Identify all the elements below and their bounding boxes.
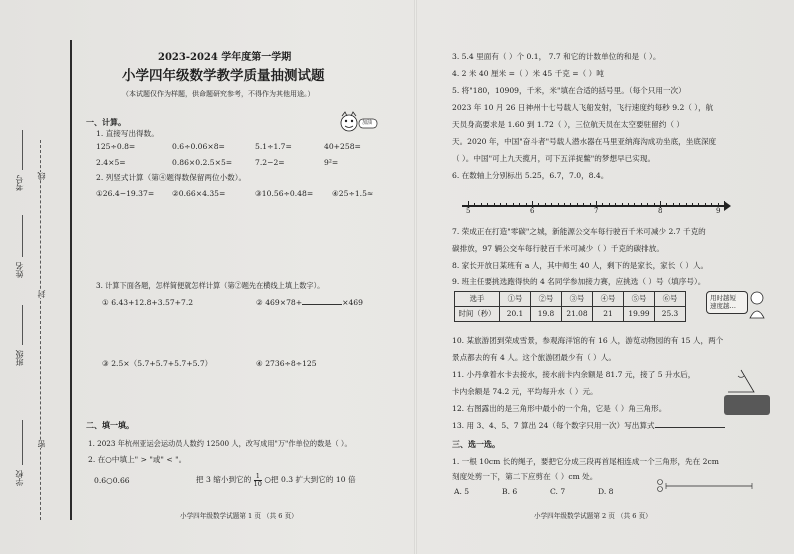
fill-q5-line-4: 天。2020 年，中国"奋斗者"号载人潜水器在马里亚纳海沟成功坐底，坐底深度 xyxy=(452,137,717,146)
number-line-tick xyxy=(615,203,616,207)
number-line-tick xyxy=(481,203,482,207)
number-line-tick xyxy=(622,203,623,207)
number-line-tick xyxy=(545,203,546,207)
number-line-tick xyxy=(500,203,501,207)
number-line-tick xyxy=(583,203,584,207)
fraction-one-tenth xyxy=(254,473,262,487)
fill-q10-line-2: 景点都去的有 4 人。这个旅游团最少有（ ）人。 xyxy=(452,353,616,362)
exam-number-label: 考号 xyxy=(15,175,24,191)
seal-char-xian: 线 xyxy=(37,172,46,180)
number-line-tick xyxy=(634,203,635,207)
axis-label-7: 7 xyxy=(594,207,599,215)
table-cell: 19.8 xyxy=(531,307,562,322)
table-row xyxy=(455,292,686,307)
table-cell: 20.1 xyxy=(500,307,531,322)
fill-q11-line-2: 卡内余额是 74.2 元，平均每升水（ ）元。 xyxy=(452,387,598,396)
table-cell: ⑤号 xyxy=(624,292,655,307)
number-line-tick xyxy=(558,203,559,207)
fill-q8: 8. 家长开放日某班有 a 人，其中师生 40 人，剩下的是家长，家长（ ）人。 xyxy=(452,261,709,270)
number-line-tick xyxy=(551,203,552,207)
cartoon-badge xyxy=(339,108,381,134)
number-line-tick xyxy=(487,203,488,207)
choice-q1: 1. 一根 10cm 长的绳子，要把它分成三段再首尾相连成一个三角形，先在 2cm xyxy=(452,457,719,466)
number-line-tick xyxy=(564,203,565,207)
number-line-tick xyxy=(724,201,725,208)
axis-label-6: 6 xyxy=(530,207,535,215)
page-title: 小学四年级数学教学质量抽测试题 xyxy=(122,68,325,84)
option-a[interactable]: A. 5 xyxy=(454,487,470,496)
page-2-footer: 小学四年级数学试题第 2 页 （共 6 页） xyxy=(534,512,652,520)
simplify-calc-1: ① 6.43+12.8+3.57+7.2 xyxy=(102,298,194,307)
number-line-tick xyxy=(679,203,680,207)
fill-q5-line-2: 2023 年 10 月 26 日神州十七号载人飞船发射，飞行速度约每秒 9.2（ ），航 xyxy=(452,103,714,112)
oral-calc-3: 5.1÷1.7= xyxy=(255,142,292,151)
ruler-scissors-icon xyxy=(656,476,756,492)
choice-q1-line-2: 刻度处剪一下，第二下应剪在（ ）cm 处。 xyxy=(452,472,598,481)
fill-q7-line-2: 碳排放，97 辆公交车每行驶百千米可减少（ ）千克的碳排放。 xyxy=(452,244,664,253)
cartoon-icon xyxy=(339,108,381,134)
number-line-tick xyxy=(686,203,687,207)
margin-rule xyxy=(70,40,72,520)
number-line-tick xyxy=(602,203,603,207)
number-line-tick xyxy=(538,203,539,207)
table-cell: ④号 xyxy=(593,292,624,307)
thinking-child-icon xyxy=(746,290,768,320)
axis-label-8: 8 xyxy=(658,207,663,215)
fraction-numerator: 1 xyxy=(254,473,262,481)
table-cell: 25.3 xyxy=(655,307,686,322)
number-line-tick xyxy=(628,203,629,207)
table-cell: 选手 xyxy=(455,292,500,307)
number-line-tick xyxy=(673,203,674,207)
option-b[interactable]: B. 6 xyxy=(502,487,518,496)
number-line-tick xyxy=(474,203,475,207)
section-3-heading: 三、选一选。 xyxy=(452,439,500,449)
number-line-tick xyxy=(647,203,648,207)
q1-prompt: 1. 直接写出得数。 xyxy=(96,129,159,138)
name-label: 姓名 xyxy=(15,262,24,278)
fill-q7: 7. 荣成正在打造"零碳"之城，新能源公交车每行驶百千米可减少 2.7 千克的 xyxy=(452,227,706,236)
compare-2 xyxy=(196,473,356,487)
number-line-tick xyxy=(506,203,507,207)
table-row xyxy=(455,307,686,322)
page-1-footer: 小学四年级数学试题第 1 页 （共 6 页） xyxy=(180,512,298,520)
class-field[interactable] xyxy=(22,305,23,345)
school-label: 学校 xyxy=(15,470,24,486)
table-cell: ②号 xyxy=(531,292,562,307)
compare-2-left: 把 3 缩小到它的 xyxy=(196,475,252,484)
fraction-denominator: 10 xyxy=(253,479,262,488)
school-field[interactable] xyxy=(22,420,23,465)
table-cell: 时间（秒） xyxy=(455,307,500,322)
hint-bubble: 用时越短 速度越… xyxy=(706,291,748,314)
binding-margin xyxy=(0,0,62,554)
number-line-tick xyxy=(526,203,527,207)
simplify-calc-2-left: ② 469×78+ xyxy=(256,298,303,307)
seal-char-mi: 密 xyxy=(37,440,46,448)
fill-q9: 9. 班主任要挑选跑得快的 4 名同学参加接力赛，应挑选（ ）号（填序号）。 xyxy=(452,277,706,286)
class-label: 班级 xyxy=(15,350,24,366)
vertical-calc-1: ①26.4−19.37= xyxy=(96,189,155,198)
axis-label-5: 5 xyxy=(466,207,471,215)
exam-number-field[interactable] xyxy=(22,130,23,170)
race-time-table xyxy=(454,291,686,322)
number-line-tick xyxy=(705,203,706,207)
simplify-calc-2 xyxy=(256,299,363,307)
option-d[interactable]: D. 8 xyxy=(598,487,614,496)
seal-dashed-line xyxy=(40,140,41,520)
fill-q5: 5. 将"180，10909，千米，米"填在合适的括号里。（每个只用一次） xyxy=(452,86,686,95)
oral-calc-1: 125÷0.8= xyxy=(96,142,136,151)
vertical-calc-4: ④25÷1.5≈ xyxy=(332,189,374,198)
title-year: 2023-2024 学年度第一学期 xyxy=(158,52,292,63)
vertical-calc-2: ②0.66×4.35= xyxy=(172,189,226,198)
compare-1: 0.6○0.66 xyxy=(94,476,130,485)
fill-q6: 6. 在数轴上分别标出 5.25，6.7，7.0，8.4。 xyxy=(452,171,609,180)
usage-notice: （本试题仅作为样题，供命题研究参考，不得作为其他用途。） xyxy=(122,90,315,98)
oral-calc-7: 7.2−2= xyxy=(255,158,285,167)
number-line-tick xyxy=(577,203,578,207)
number-line-tick xyxy=(570,203,571,207)
fill-in-blank[interactable] xyxy=(302,304,342,305)
number-line-tick xyxy=(698,203,699,207)
number-line-tick xyxy=(654,203,655,207)
table-cell: 21 xyxy=(593,307,624,322)
number-line-tick xyxy=(494,203,495,207)
answer-blank[interactable] xyxy=(655,427,725,428)
section-1-heading: 一、计算。 xyxy=(86,117,126,127)
table-cell: ①号 xyxy=(500,292,531,307)
fill-q2: 2. 在○中填上" > "或" < "。 xyxy=(88,455,187,464)
number-line-tick xyxy=(590,203,591,207)
table-cell: 21.08 xyxy=(562,307,593,322)
number-line-tick xyxy=(513,203,514,207)
simplify-calc-3: ③ 2.5×（5.7+5.7+5.7+5.7） xyxy=(102,359,213,368)
oral-calc-4: 40+258= xyxy=(324,142,361,151)
fill-q1: 1. 2023 年杭州亚运会运动员人数约 12500 人，改写成用"万"作单位的数是（ ）。 xyxy=(88,439,352,448)
fill-q13-text: 13. 用 3、4、5、7 算出 24（每个数字只用一次）写出算式 xyxy=(452,421,655,430)
simplify-calc-2-right: ×469 xyxy=(342,298,363,307)
q2-prompt: 2. 列竖式计算（第④题得数保留两位小数）。 xyxy=(96,173,247,182)
page-fold xyxy=(414,0,417,554)
simplify-calc-4: ④ 2736÷8÷125 xyxy=(256,359,317,368)
oral-calc-5: 2.4×5= xyxy=(96,158,126,167)
vertical-calc-3: ③10.56÷0.48= xyxy=(255,189,314,198)
fill-q10: 10. 某旅游团到荣成雪景，参观海洋馆的有 16 人，游览动物园的有 15 人，两个 xyxy=(452,336,724,345)
fill-q3: 3. 5.4 里面有（ ）个 0.1， 7.7 和它的计数单位的和是（ ）。 xyxy=(452,52,661,61)
number-line-tick xyxy=(692,203,693,207)
oral-calc-8: 9²= xyxy=(324,158,339,167)
arrow-right-icon xyxy=(724,201,732,211)
oral-calc-6: 0.86×0.2.5×5= xyxy=(172,158,233,167)
section-2-heading: 二、填一填。 xyxy=(86,420,134,430)
name-field[interactable] xyxy=(22,215,23,257)
badge-text: 加油 xyxy=(362,120,373,126)
cover-card xyxy=(724,395,770,415)
oral-calc-2: 0.6÷0.06×8= xyxy=(172,142,225,151)
table-cell: ③号 xyxy=(562,292,593,307)
table-cell: ⑥号 xyxy=(655,292,686,307)
number-line-tick xyxy=(609,203,610,207)
fill-q5-line-5: （ ）。中国"可上九天揽月，可下五洋捉鳖"的梦想早已实现。 xyxy=(452,154,656,163)
fill-q12: 12. 右图露出的是三角形中最小的一个角，它是（ ）角三角形。 xyxy=(452,404,667,413)
number-line-tick xyxy=(641,203,642,207)
option-c[interactable]: C. 7 xyxy=(550,487,566,496)
fill-q13 xyxy=(452,422,725,430)
table-cell: 19.99 xyxy=(624,307,655,322)
fill-q11: 11. 小丹拿着水卡去接水，接水前卡内余额是 81.7 元，接了 5 升水后， xyxy=(452,370,696,379)
fill-q5-line-3: 天员身高要求是 1.60 到 1.72（ ），三位航天员在太空要驻留约（ ） xyxy=(452,120,684,129)
seal-char-feng: 封 xyxy=(37,290,46,298)
compare-2-right: ○把 0.3 扩大到它的 10 倍 xyxy=(264,475,356,484)
number-line-tick xyxy=(666,203,667,207)
number-line-tick xyxy=(519,203,520,207)
fill-q4: 4. 2 米 40 厘米 =（ ）米 45 千克 =（ ）吨 xyxy=(452,69,604,78)
number-line-tick xyxy=(711,203,712,207)
axis-label-9: 9 xyxy=(716,207,721,215)
triangle-corner-icon xyxy=(726,368,756,394)
q3-prompt: 3. 计算下面各题，怎样简便就怎样计算（第②题先在横线上填上数字）。 xyxy=(96,281,325,290)
